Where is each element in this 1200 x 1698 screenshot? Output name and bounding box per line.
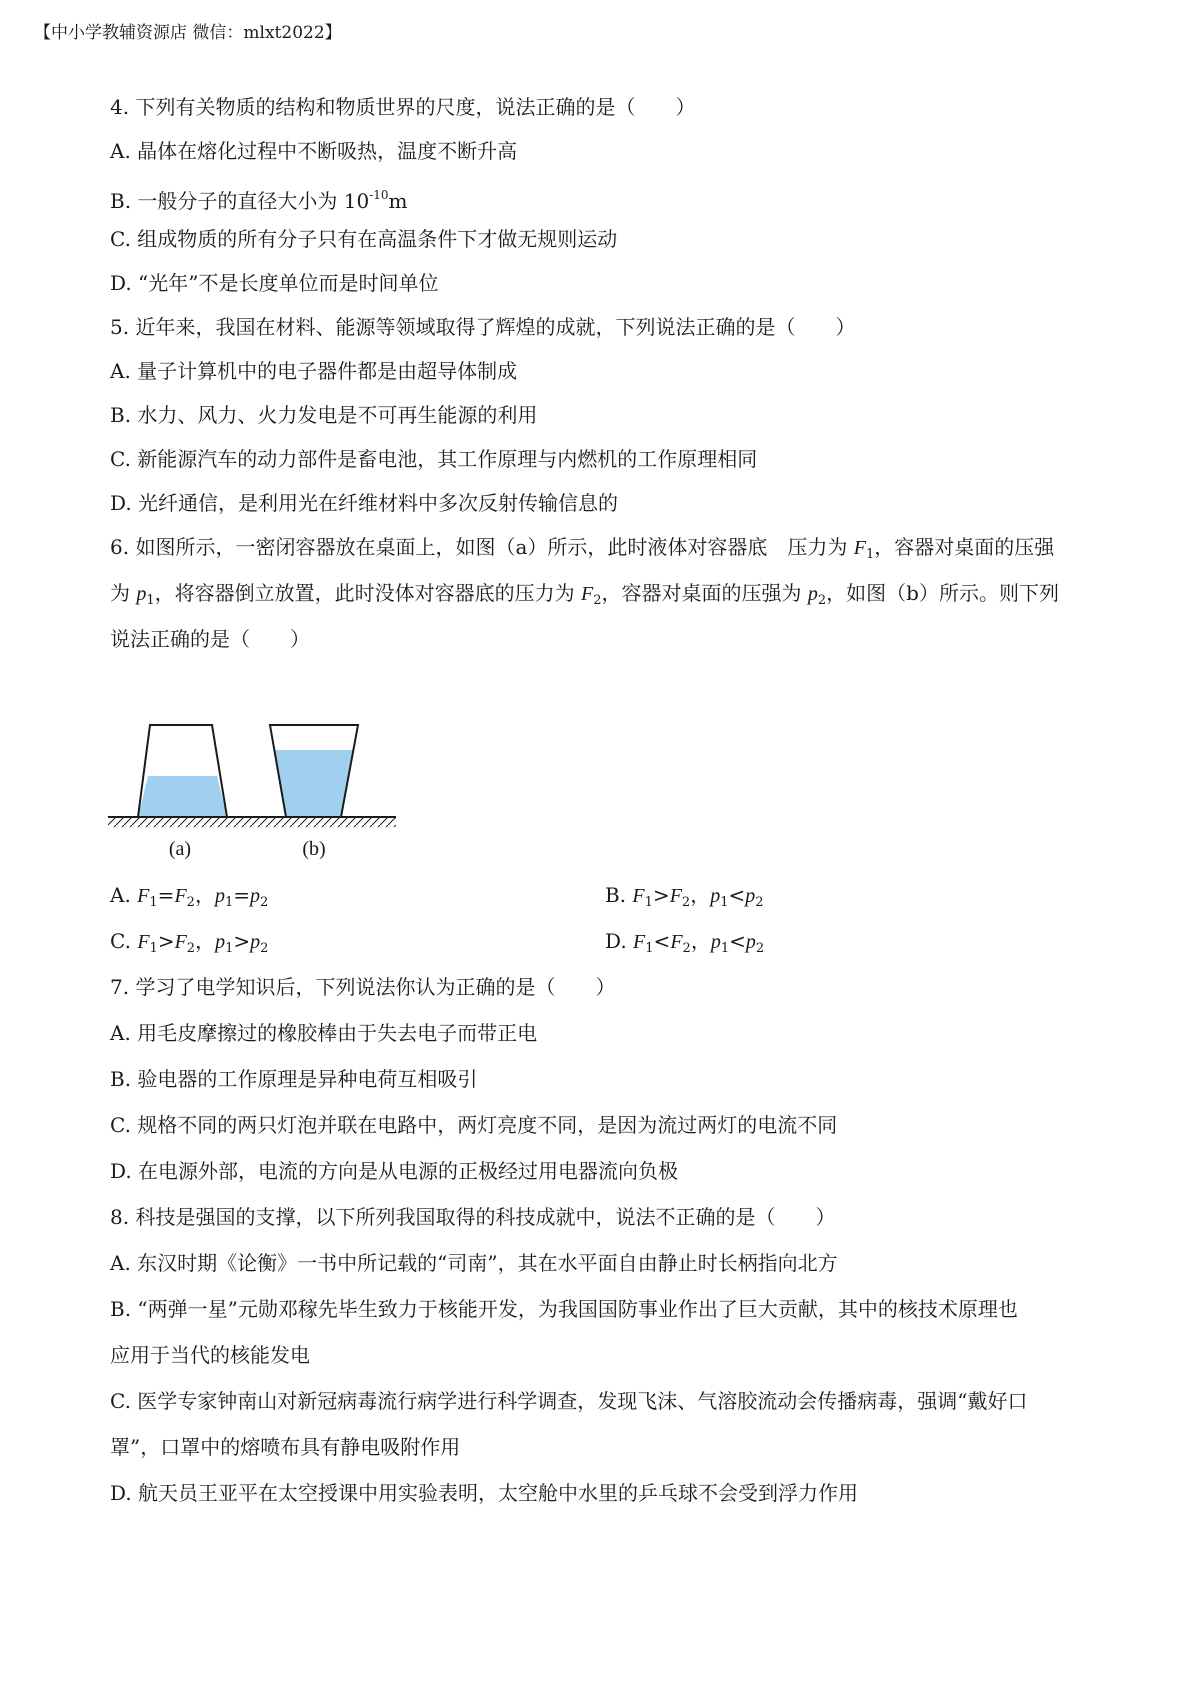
q4-stem: 4. 下列有关物质的结构和物质世界的尺度，说法正确的是（ ）	[110, 95, 696, 119]
q4-option-a: A. 晶体在熔化过程中不断吸热，温度不断升高	[110, 139, 518, 163]
label-a: (a)	[168, 838, 192, 860]
liquid-a	[138, 776, 227, 817]
q4-option-b: B. 一般分子的直径大小为 $10^{-10}m$	[110, 188, 408, 213]
q4-option-c: C. 组成物质的所有分子只有在高温条件下才做无规则运动	[110, 227, 618, 251]
q6-stem-line1: 6. 如图所示，一密闭容器放在桌面上，如图（a）所示，此时液体对容器底 压力为 $F_1$，容器对桌面的压强	[110, 535, 1055, 562]
q8-option-a: A. 东汉时期《论衡》一书中所记载的“司南”，其在水平面自由静止时长柄指向北方	[110, 1251, 838, 1275]
q5-option-b: B. 水力、风力、火力发电是不可再生能源的利用	[110, 403, 538, 427]
q6-option-d: D. $F_1<F_2$，$p_1<p_2$	[605, 929, 765, 956]
liquid-b	[275, 750, 353, 817]
label-b: (b)	[302, 838, 326, 860]
q6-option-b: B. $F_1>F_2$，$p_1<p_2$	[605, 883, 764, 910]
q7-option-c: C. 规格不同的两只灯泡并联在电路中，两灯亮度不同，是因为流过两灯的电流不同	[110, 1113, 838, 1137]
q7-stem: 7. 学习了电学知识后，下列说法你认为正确的是（ ）	[110, 975, 616, 999]
q6-stem-line3: 说法正确的是（ ）	[110, 627, 310, 651]
q8-option-b-line2: 应用于当代的核能发电	[110, 1343, 310, 1367]
q7-option-d: D. 在电源外部，电流的方向是从电源的正极经过用电器流向负极	[110, 1159, 679, 1183]
q4-option-d: D. “光年”不是长度单位而是时间单位	[110, 271, 439, 295]
q8-stem: 8. 科技是强国的支撑，以下所列我国取得的科技成就中，说法不正确的是（ ）	[110, 1205, 836, 1229]
q6-stem-line2: 为 $p_1$，将容器倒立放置，此时没体对容器底的压力为 $F_2$，容器对桌面的压强为 $p_2$，如图（b）所示。则下列	[110, 581, 1059, 608]
q6-option-c: C. $F_1>F_2$，$p_1>p_2$	[110, 929, 269, 956]
q5-option-d: D. 光纤通信，是利用光在纤维材料中多次反射传输信息的	[110, 491, 619, 515]
q7-option-b: B. 验电器的工作原理是异种电荷互相吸引	[110, 1067, 478, 1091]
q8-option-b-line1: B. “两弹一星”元勋邓稼先毕生致力于核能开发，为我国国防事业作出了巨大贡献，其中的核技术原理也	[110, 1297, 1018, 1321]
q7-option-a: A. 用毛皮摩擦过的橡胶棒由于失去电子而带正电	[110, 1021, 538, 1045]
q8-option-d: D. 航天员王亚平在太空授课中用实验表明，太空舱中水里的乒乓球不会受到浮力作用	[110, 1481, 859, 1505]
q8-option-c-line1: C. 医学专家钟南山对新冠病毒流行病学进行科学调查，发现飞沫、气溶胶流动会传播病毒，强调“戴好口	[110, 1389, 1028, 1413]
q6-option-a: A. $F_1=F_2$，$p_1=p_2$	[110, 883, 269, 910]
container-figure	[108, 705, 428, 865]
q5-stem: 5. 近年来，我国在材料、能源等领域取得了辉煌的成就，下列说法正确的是（ ）	[110, 315, 856, 339]
q5-option-a: A. 量子计算机中的电子器件都是由超导体制成	[110, 359, 518, 383]
source-header: 【中小学教辅资源店 微信：mlxt2022】	[34, 23, 342, 43]
q5-option-c: C. 新能源汽车的动力部件是畜电池，其工作原理与内燃机的工作原理相同	[110, 447, 758, 471]
ground-hatch	[108, 817, 396, 827]
q8-option-c-line2: 罩”，口罩中的熔喷布具有静电吸附作用	[110, 1435, 461, 1459]
